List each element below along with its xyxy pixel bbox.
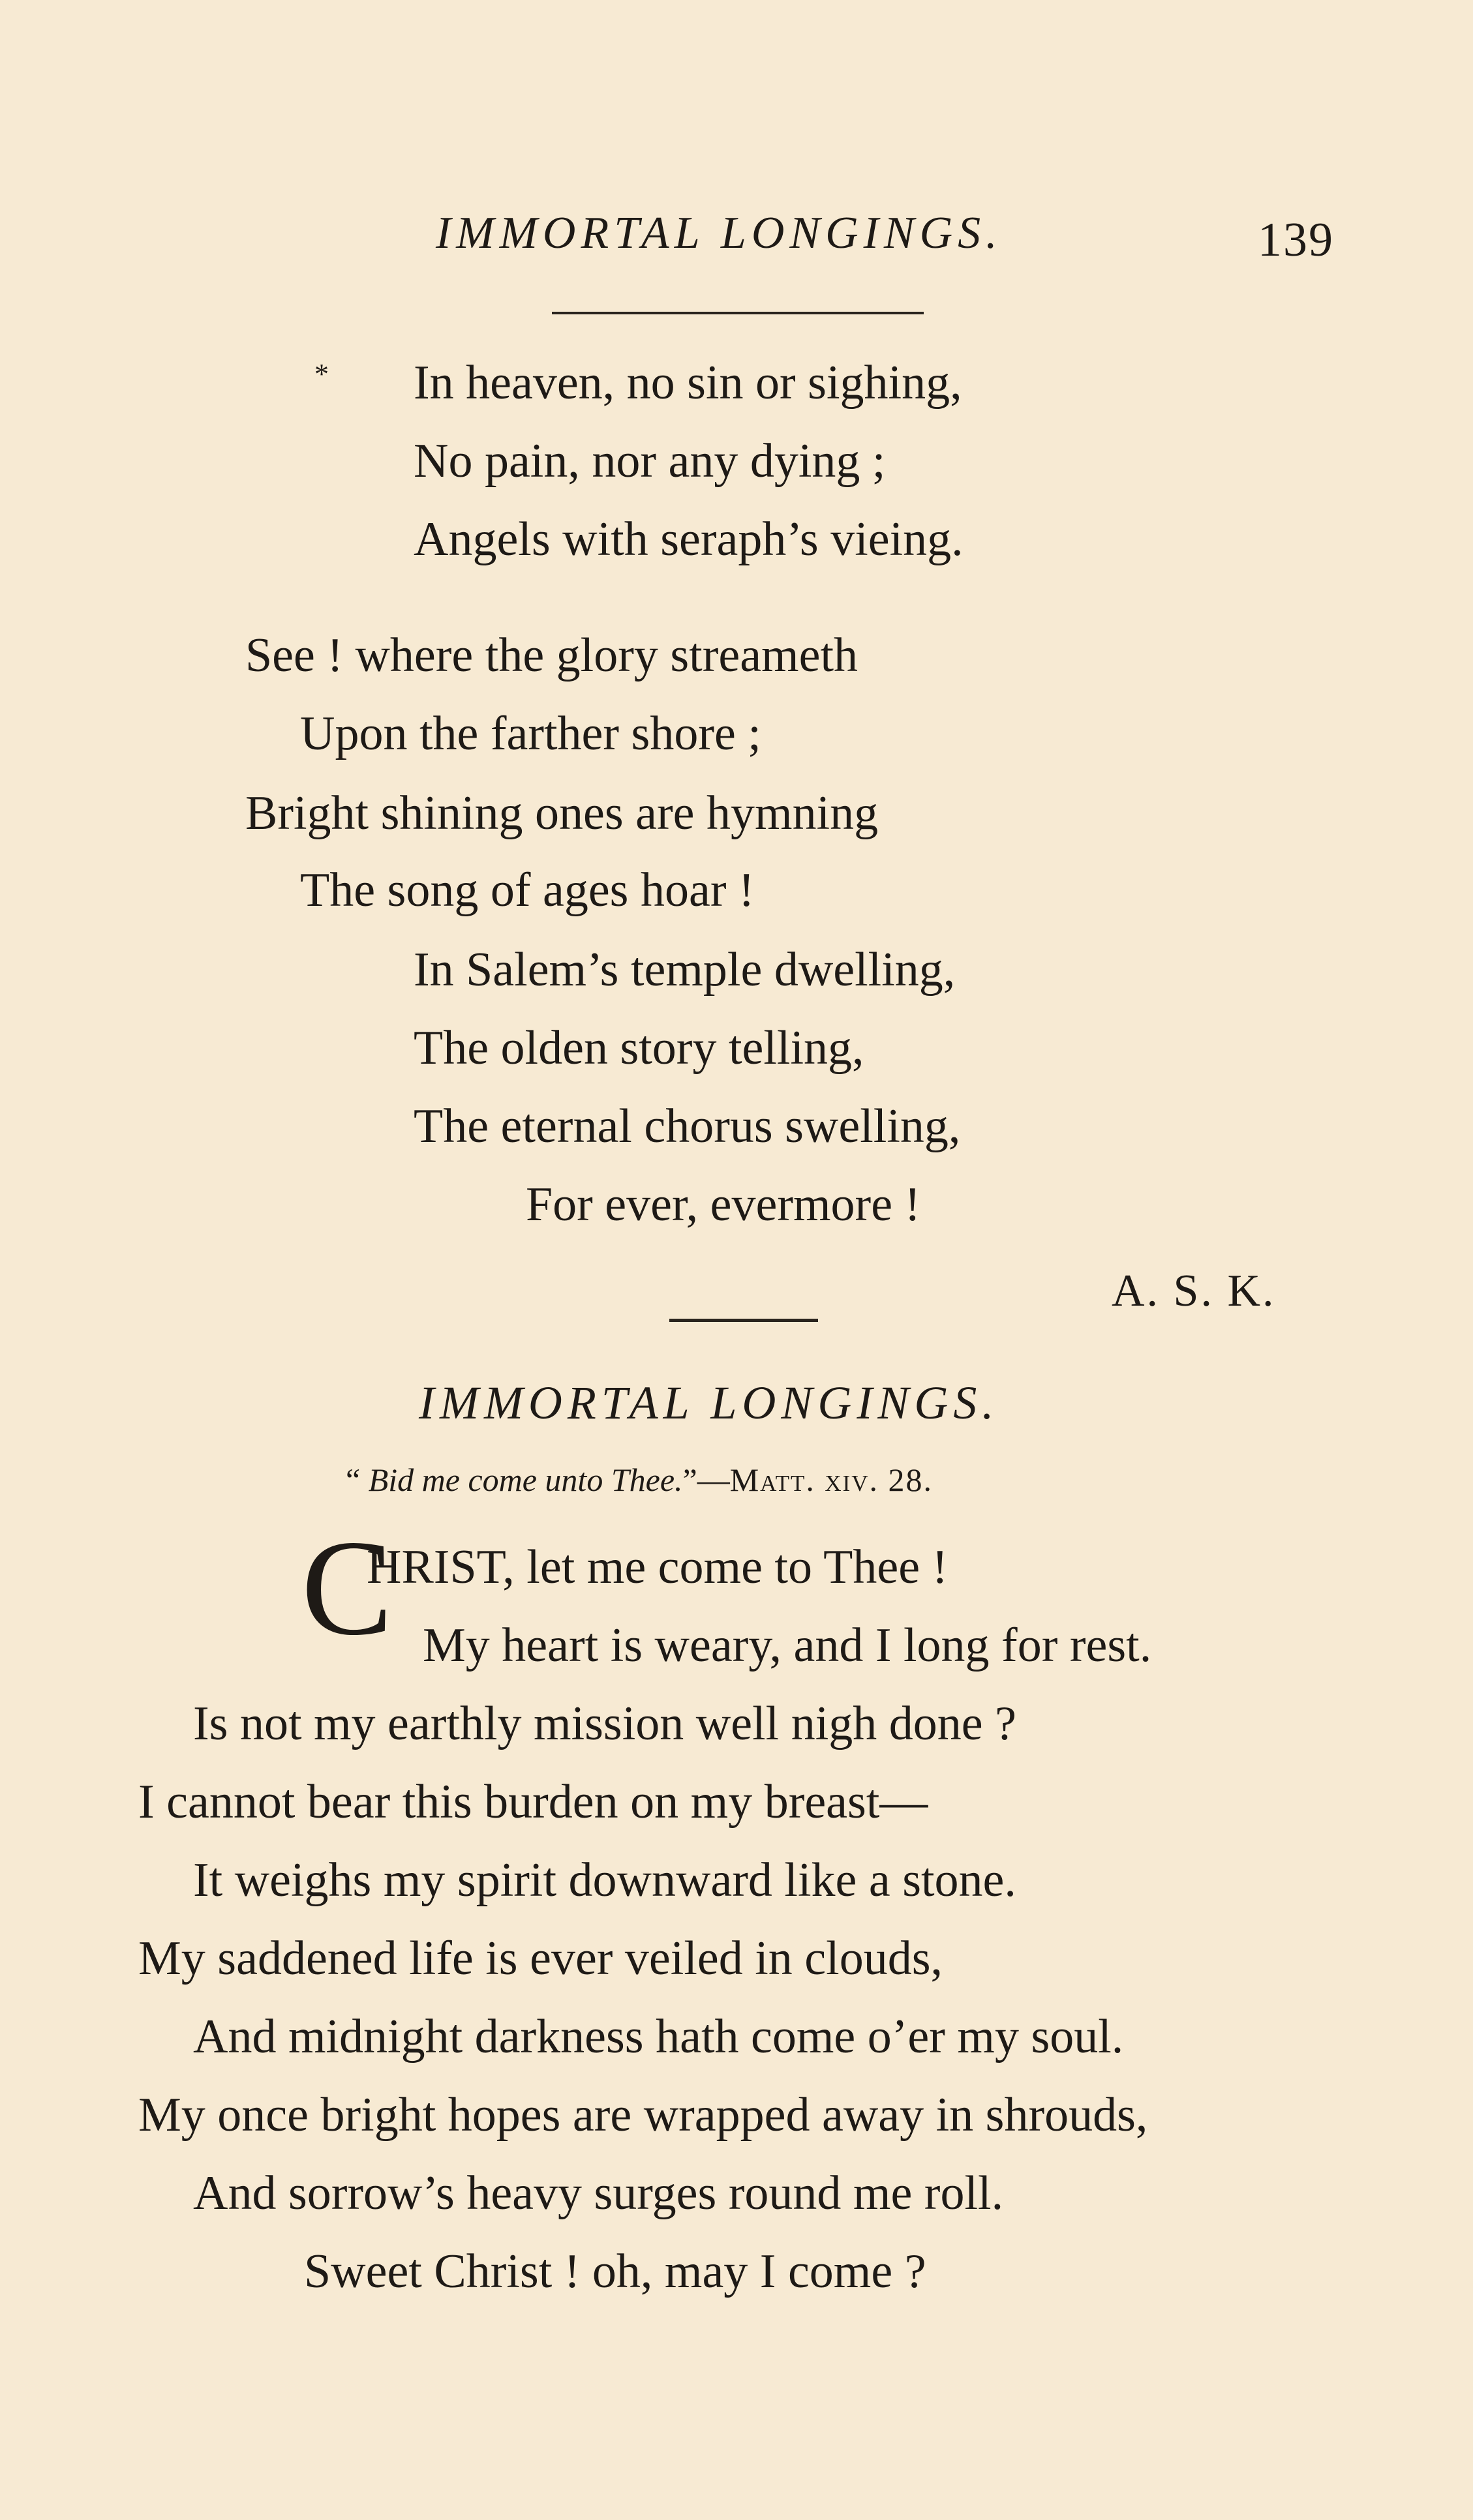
poem-line: And sorrow’s heavy surges round me roll. xyxy=(193,2167,1004,2220)
epigraph xyxy=(346,1461,933,1499)
poem-line: No pain, nor any dying ; xyxy=(414,434,886,488)
drop-cap: C xyxy=(301,1512,393,1664)
epigraph-text: Bid me come unto Thee. xyxy=(368,1462,683,1498)
poem-line: My once bright hopes are wrapped away in shrouds, xyxy=(138,2088,1148,2142)
poem-line: Upon the farther shore ; xyxy=(300,707,761,760)
epigraph-close-quote: ”— xyxy=(682,1462,730,1498)
poem-line: Bright shining ones are hymning xyxy=(245,787,879,840)
poem-line: My saddened life is ever veiled in clouds, xyxy=(138,1932,943,1985)
poem-line: See ! where the glory streameth xyxy=(245,629,858,682)
page-number: 139 xyxy=(1258,213,1334,267)
poem-line: HRIST, let me come to Thee ! xyxy=(367,1540,949,1594)
epigraph-source: Matt. xiv. 28. xyxy=(729,1462,934,1498)
author-initials: A. S. K. xyxy=(1112,1266,1276,1316)
poem-line: For ever, evermore ! xyxy=(526,1178,921,1231)
poem-title: IMMORTAL LONGINGS. xyxy=(419,1377,999,1429)
poem-line: The eternal chorus swelling, xyxy=(414,1100,961,1153)
running-title: IMMORTAL LONGINGS. xyxy=(436,208,1003,258)
section-rule xyxy=(669,1319,818,1322)
poem-line: The song of ages hoar ! xyxy=(300,863,755,917)
poem-line: My heart is weary, and I long for rest. xyxy=(423,1619,1152,1672)
poem-line: Angels with seraph’s vieing. xyxy=(414,513,964,566)
header-rule xyxy=(552,312,924,314)
epigraph-open-quote: “ xyxy=(346,1462,361,1498)
printer-mark: * xyxy=(314,358,329,390)
poem-line: And midnight darkness hath come o’er my soul. xyxy=(193,2010,1124,2063)
poem-line: Is not my earthly mission well nigh done ? xyxy=(193,1697,1016,1750)
poem-line: In heaven, no sin or sighing, xyxy=(414,356,962,410)
poem-line: The olden story telling, xyxy=(414,1021,864,1075)
poem-line: In Salem’s temple dwelling, xyxy=(414,943,956,997)
poem-line: It weighs my spirit downward like a stone. xyxy=(193,1853,1016,1907)
poem-line: I cannot bear this burden on my breast— xyxy=(138,1775,928,1829)
poem-line: Sweet Christ ! oh, may I come ? xyxy=(304,2245,926,2298)
